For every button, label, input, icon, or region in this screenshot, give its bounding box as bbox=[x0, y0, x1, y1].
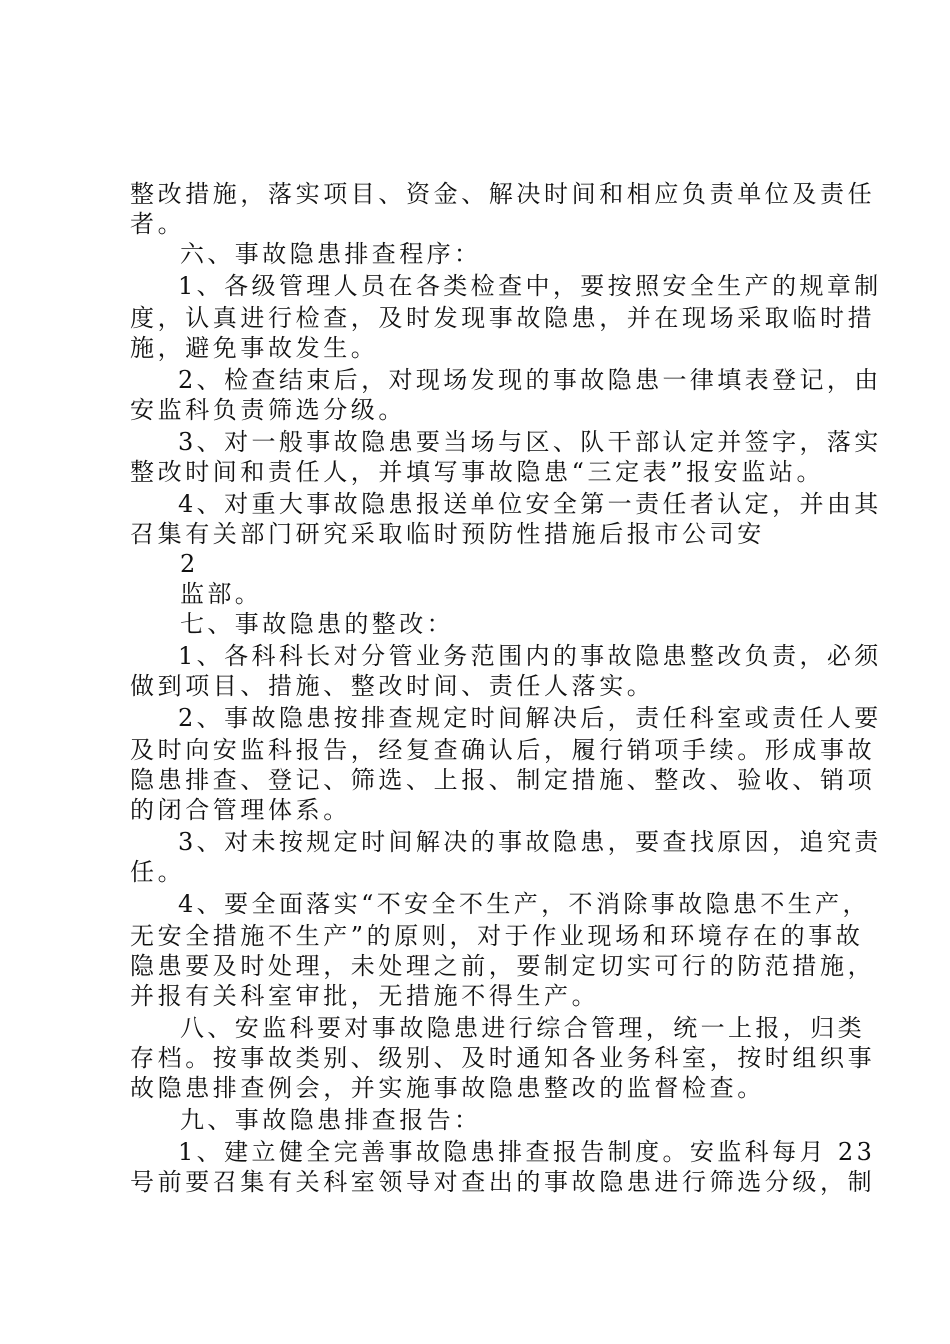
page-number-text: 2 bbox=[180, 550, 199, 578]
line-text: 安监科负责筛选分级。 bbox=[130, 396, 406, 424]
text-line bbox=[0, 1164, 950, 1200]
text-line bbox=[0, 978, 950, 1014]
text-line bbox=[0, 454, 950, 490]
section-heading bbox=[0, 606, 950, 642]
section-heading bbox=[0, 236, 950, 272]
line-text: 并报有关科室审批，无措施不得生产。 bbox=[130, 982, 600, 1010]
text-line bbox=[0, 886, 950, 922]
text-line bbox=[0, 668, 950, 704]
line-text: 故隐患排查例会，并实施事故隐患整改的监督检查。 bbox=[130, 1074, 765, 1102]
line-text: 的闭合管理体系。 bbox=[130, 796, 351, 824]
line-text: 存档。按事故类别、级别、及时通知各业务科室，按时组织事 bbox=[130, 1044, 876, 1072]
text-line bbox=[0, 700, 950, 736]
line-text: 2、事故隐患按排查规定时间解决后，责任科室或责任人要 bbox=[178, 704, 882, 732]
text-line bbox=[0, 330, 950, 366]
text-line bbox=[0, 392, 950, 428]
line-text: 九、事故隐患排查报告： bbox=[180, 1106, 482, 1134]
line-text: 1、各科科长对分管业务范围内的事故隐患整改负责，必须 bbox=[178, 642, 882, 670]
line-text: 隐患要及时处理，未处理之前，要制定切实可行的防范措施， bbox=[130, 952, 876, 980]
line-text: 施，避免事故发生。 bbox=[130, 334, 379, 362]
line-text: 六、事故隐患排查程序： bbox=[180, 240, 482, 268]
text-line bbox=[0, 854, 950, 890]
line-text: 监部。 bbox=[180, 580, 263, 608]
line-text: 召集有关部门研究采取临时预防性措施后报市公司安 bbox=[130, 520, 765, 548]
line-text: 4、对重大事故隐患报送单位安全第一责任者认定，并由其 bbox=[178, 490, 882, 518]
line-text: 无安全措施不生产”的原则，对于作业现场和环境存在的事故 bbox=[130, 922, 864, 950]
line-text: 3、对未按规定时间解决的事故隐患，要查找原因，追究责 bbox=[178, 828, 882, 856]
line-text: 度，认真进行检查，及时发现事故隐患，并在现场采取临时措 bbox=[130, 304, 876, 332]
line-text: 者。 bbox=[130, 210, 186, 238]
line-text: 任。 bbox=[130, 858, 186, 886]
section-heading bbox=[0, 1102, 950, 1138]
text-line bbox=[0, 792, 950, 828]
text-line bbox=[0, 268, 950, 304]
line-text: 做到项目、措施、整改时间、责任人落实。 bbox=[130, 672, 655, 700]
line-text: 号前要召集有关科室领导对查出的事故隐患进行筛选分级，制 bbox=[130, 1168, 876, 1196]
line-text: 及时向安监科报告，经复查确认后，履行销项手续。形成事故 bbox=[130, 736, 876, 764]
line-text: 3、对一般事故隐患要当场与区、队干部认定并签字，落实 bbox=[178, 428, 882, 456]
line-text: 整改时间和责任人，并填写事故隐患“三定表”报安监站。 bbox=[130, 458, 825, 486]
line-text: 整改措施，落实项目、资金、解决时间和相应负责单位及责任 bbox=[130, 180, 876, 208]
line-text: 1、建立健全完善事故隐患排查报告制度。安监科每月 23 bbox=[178, 1138, 876, 1166]
text-line bbox=[0, 1070, 950, 1106]
line-text: 1、各级管理人员在各类检查中，要按照安全生产的规章制 bbox=[178, 272, 882, 300]
line-text: 隐患排查、登记、筛选、上报、制定措施、整改、验收、销项 bbox=[130, 766, 876, 794]
line-text: 4、要全面落实“不安全不生产，不消除事故隐患不生产， bbox=[178, 890, 870, 918]
line-text: 2、检查结束后，对现场发现的事故隐患一律填表登记，由 bbox=[178, 366, 882, 394]
line-text: 八、安监科要对事故隐患进行综合管理，统一上报，归类 bbox=[180, 1014, 865, 1042]
line-text: 七、事故隐患的整改： bbox=[180, 610, 454, 638]
